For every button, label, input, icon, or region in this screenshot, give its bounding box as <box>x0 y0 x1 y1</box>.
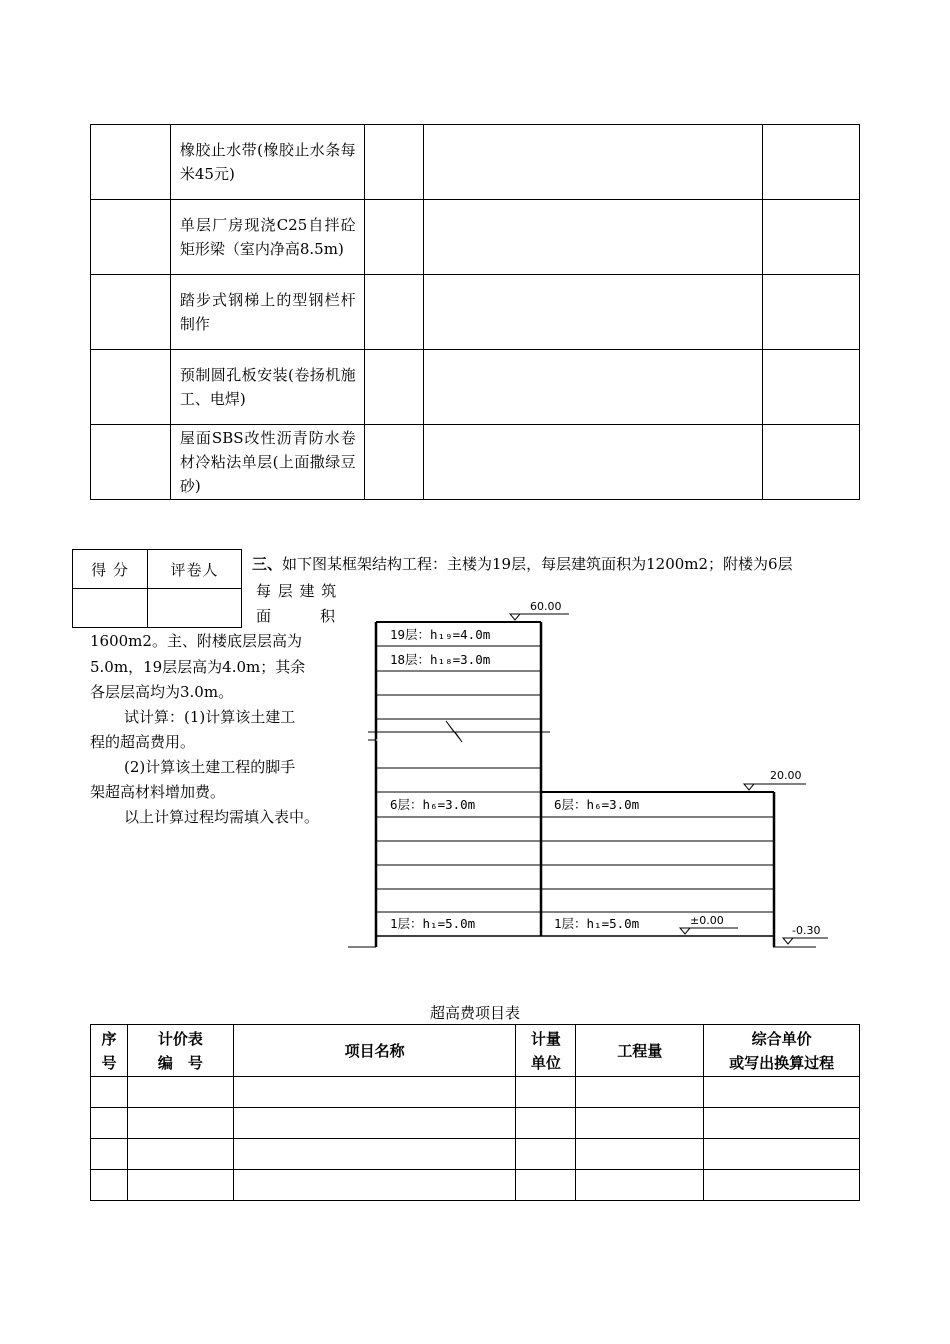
item-name: 预制圆孔板安装(卷扬机施工、电焊) <box>170 350 364 425</box>
header-unit: 计量 单位 <box>516 1025 576 1077</box>
floor-label-18: 18层：h₁₈=3.0m <box>390 652 491 667</box>
problem-text: 试计算：(1)计算该土建工 <box>124 708 296 726</box>
table-row <box>91 1077 860 1108</box>
elevation-zero: ±0.00 <box>690 914 724 927</box>
score-label: 得 分 <box>73 550 148 589</box>
problem-statement-line1: 三、如下图某框架结构工程：主楼为19层，每层建筑面积为1200m2；附楼为6层 <box>252 555 793 573</box>
floor-label-1-main: 1层：h₁=5.0m <box>390 916 476 931</box>
problem-text: (2)计算该土建工程的脚手 <box>124 758 296 776</box>
item-name: 屋面SBS改性沥青防水卷材冷粘法单层(上面撒绿豆砂) <box>170 425 364 500</box>
header-code: 计价表 编 号 <box>127 1025 233 1077</box>
elevation-ground: -0.30 <box>792 924 821 937</box>
table-caption: 超高费项目表 <box>429 1004 520 1022</box>
problem-text: 面 <box>256 607 272 625</box>
grader-label: 评卷人 <box>148 550 242 589</box>
table-row <box>91 1108 860 1139</box>
problem-number: 三、 <box>252 555 283 573</box>
problem-text: 以上计算过程均需填入表中。 <box>124 808 320 826</box>
problem-text: 积 <box>320 607 336 625</box>
header-unit-price: 综合单价 或写出换算过程 <box>704 1025 860 1077</box>
problem-text: 各层层高均为3.0m。 <box>90 683 234 701</box>
table-row <box>91 1139 860 1170</box>
floor-label-1-annex: 1层：h₁=5.0m <box>554 916 640 931</box>
problem-text: 1600m2。主、附楼底层层高为 <box>90 632 302 650</box>
problem-text: 5.0m，19层层高为4.0m；其余 <box>90 658 306 676</box>
elevation-top: 60.00 <box>530 600 562 613</box>
super-height-cost-table <box>90 1024 860 1201</box>
item-name: 踏步式钢梯上的型钢栏杆制作 <box>170 275 364 350</box>
elevation-annex-roof: 20.00 <box>770 769 802 782</box>
floor-label-19: 19层：h₁₉=4.0m <box>390 627 491 642</box>
header-quantity: 工程量 <box>576 1025 704 1077</box>
table-header-row <box>91 1025 860 1077</box>
floor-label-6-main: 6层：h₆=3.0m <box>390 797 476 812</box>
floor-label-6-annex: 6层：h₆=3.0m <box>554 797 640 812</box>
problem-text: 每 层 建 筑 <box>256 582 338 600</box>
header-item-name: 项目名称 <box>233 1025 516 1077</box>
table-row <box>91 1170 860 1201</box>
problem-text: 程的超高费用。 <box>90 733 196 751</box>
item-name: 单层厂房现浇C25自拌砼矩形梁（室内净高8.5m) <box>170 200 364 275</box>
item-name: 橡胶止水带(橡胶止水条每米45元) <box>170 125 364 200</box>
problem-text: 架超高材料增加费。 <box>90 783 226 801</box>
header-seq: 序 号 <box>91 1025 128 1077</box>
